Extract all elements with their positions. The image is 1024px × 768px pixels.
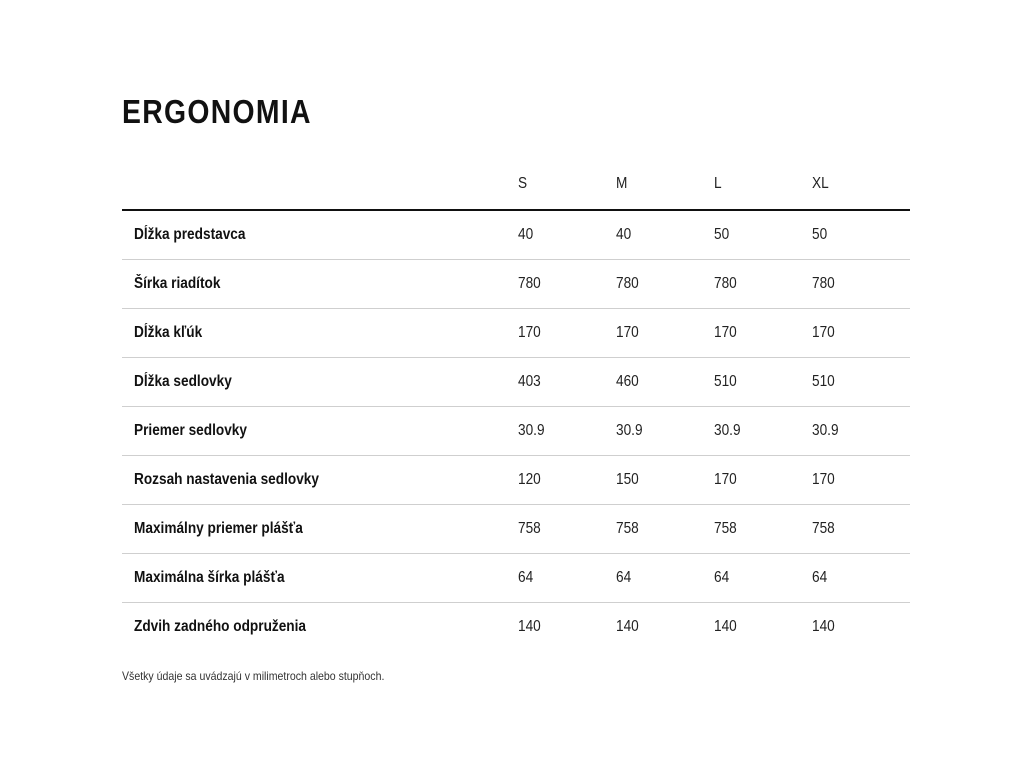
cell-value: 150 [616, 471, 639, 488]
value-cell [616, 210, 714, 260]
row-label-cell [122, 407, 518, 456]
table-row [122, 210, 910, 260]
value-cell [714, 309, 812, 358]
value-cell [714, 358, 812, 407]
size-header-label: S [518, 175, 528, 192]
value-cell [616, 456, 714, 505]
table-row [122, 358, 910, 407]
value-cell [812, 505, 910, 554]
size-header-label: XL [812, 175, 829, 192]
table-row [122, 309, 910, 358]
size-header-label: L [714, 175, 722, 192]
value-cell [518, 210, 616, 260]
row-label: Dĺžka kľúk [134, 324, 203, 341]
ergonomics-table [122, 159, 910, 651]
cell-value: 170 [518, 324, 541, 341]
cell-value: 64 [518, 569, 534, 586]
row-label: Rozsah nastavenia sedlovky [134, 471, 319, 488]
size-header-xl [812, 159, 910, 210]
row-label-cell [122, 309, 518, 358]
value-cell [616, 358, 714, 407]
cell-value: 170 [714, 471, 737, 488]
cell-value: 40 [616, 226, 632, 243]
cell-value: 30.9 [616, 422, 643, 439]
value-cell [518, 505, 616, 554]
size-header-label: M [616, 175, 628, 192]
cell-value: 403 [518, 373, 541, 390]
value-cell [714, 456, 812, 505]
value-cell [714, 407, 812, 456]
cell-value: 780 [714, 275, 737, 292]
value-cell [714, 260, 812, 309]
cell-value: 780 [616, 275, 639, 292]
table-body [122, 210, 910, 651]
table-row [122, 407, 910, 456]
table-row [122, 456, 910, 505]
row-label: Maximálna šírka plášťa [134, 569, 285, 586]
cell-value: 64 [714, 569, 730, 586]
cell-value: 170 [616, 324, 639, 341]
cell-value: 50 [714, 226, 730, 243]
cell-value: 140 [518, 618, 541, 635]
table-header [122, 159, 910, 210]
cell-value: 170 [714, 324, 737, 341]
value-cell [812, 603, 910, 652]
value-cell [616, 309, 714, 358]
table-row [122, 260, 910, 309]
value-cell [518, 309, 616, 358]
row-label-cell [122, 554, 518, 603]
cell-value: 758 [616, 520, 639, 537]
section-title: ERGONOMIA [122, 93, 312, 130]
value-cell [616, 554, 714, 603]
row-label-cell [122, 260, 518, 309]
cell-value: 140 [812, 618, 835, 635]
value-cell [518, 603, 616, 652]
cell-value: 780 [518, 275, 541, 292]
value-cell [812, 358, 910, 407]
cell-value: 758 [518, 520, 541, 537]
cell-value: 758 [812, 520, 835, 537]
value-cell [518, 554, 616, 603]
size-header-s [518, 159, 616, 210]
value-cell [812, 210, 910, 260]
value-cell [518, 456, 616, 505]
value-cell [812, 260, 910, 309]
header-label-cell [122, 159, 518, 210]
cell-value: 780 [812, 275, 835, 292]
value-cell [714, 603, 812, 652]
cell-value: 120 [518, 471, 541, 488]
header-row [122, 159, 910, 210]
value-cell [812, 554, 910, 603]
value-cell [616, 407, 714, 456]
row-label-cell [122, 456, 518, 505]
cell-value: 140 [616, 618, 639, 635]
cell-value: 510 [812, 373, 835, 390]
cell-value: 758 [714, 520, 737, 537]
cell-value: 50 [812, 226, 828, 243]
size-header-l [714, 159, 812, 210]
table-row [122, 505, 910, 554]
value-cell [812, 309, 910, 358]
value-cell [812, 456, 910, 505]
table-row [122, 554, 910, 603]
footnote-text: Všetky údaje sa uvádzajú v milimetroch alebo stupňoch. [122, 669, 385, 683]
table-row [122, 603, 910, 652]
cell-value: 30.9 [714, 422, 741, 439]
cell-value: 30.9 [518, 422, 545, 439]
units-footnote [122, 668, 420, 684]
cell-value: 40 [518, 226, 534, 243]
row-label-cell [122, 358, 518, 407]
value-cell [714, 210, 812, 260]
cell-value: 64 [616, 569, 632, 586]
value-cell [812, 407, 910, 456]
row-label-cell [122, 505, 518, 554]
size-header-m [616, 159, 714, 210]
value-cell [616, 260, 714, 309]
value-cell [518, 407, 616, 456]
value-cell [518, 358, 616, 407]
cell-value: 170 [812, 324, 835, 341]
cell-value: 30.9 [812, 422, 839, 439]
value-cell [616, 505, 714, 554]
cell-value: 170 [812, 471, 835, 488]
row-label: Dĺžka sedlovky [134, 373, 232, 390]
row-label: Šírka riadítok [134, 275, 221, 292]
row-label: Maximálny priemer plášťa [134, 520, 303, 537]
value-cell [714, 554, 812, 603]
cell-value: 460 [616, 373, 639, 390]
value-cell [518, 260, 616, 309]
row-label: Priemer sedlovky [134, 422, 247, 439]
row-label-cell [122, 210, 518, 260]
row-label: Zdvih zadného odpruženia [134, 618, 307, 635]
cell-value: 64 [812, 569, 828, 586]
value-cell [714, 505, 812, 554]
row-label-cell [122, 603, 518, 652]
value-cell [616, 603, 714, 652]
row-label: Dĺžka predstavca [134, 226, 246, 243]
cell-value: 510 [714, 373, 737, 390]
cell-value: 140 [714, 618, 737, 635]
